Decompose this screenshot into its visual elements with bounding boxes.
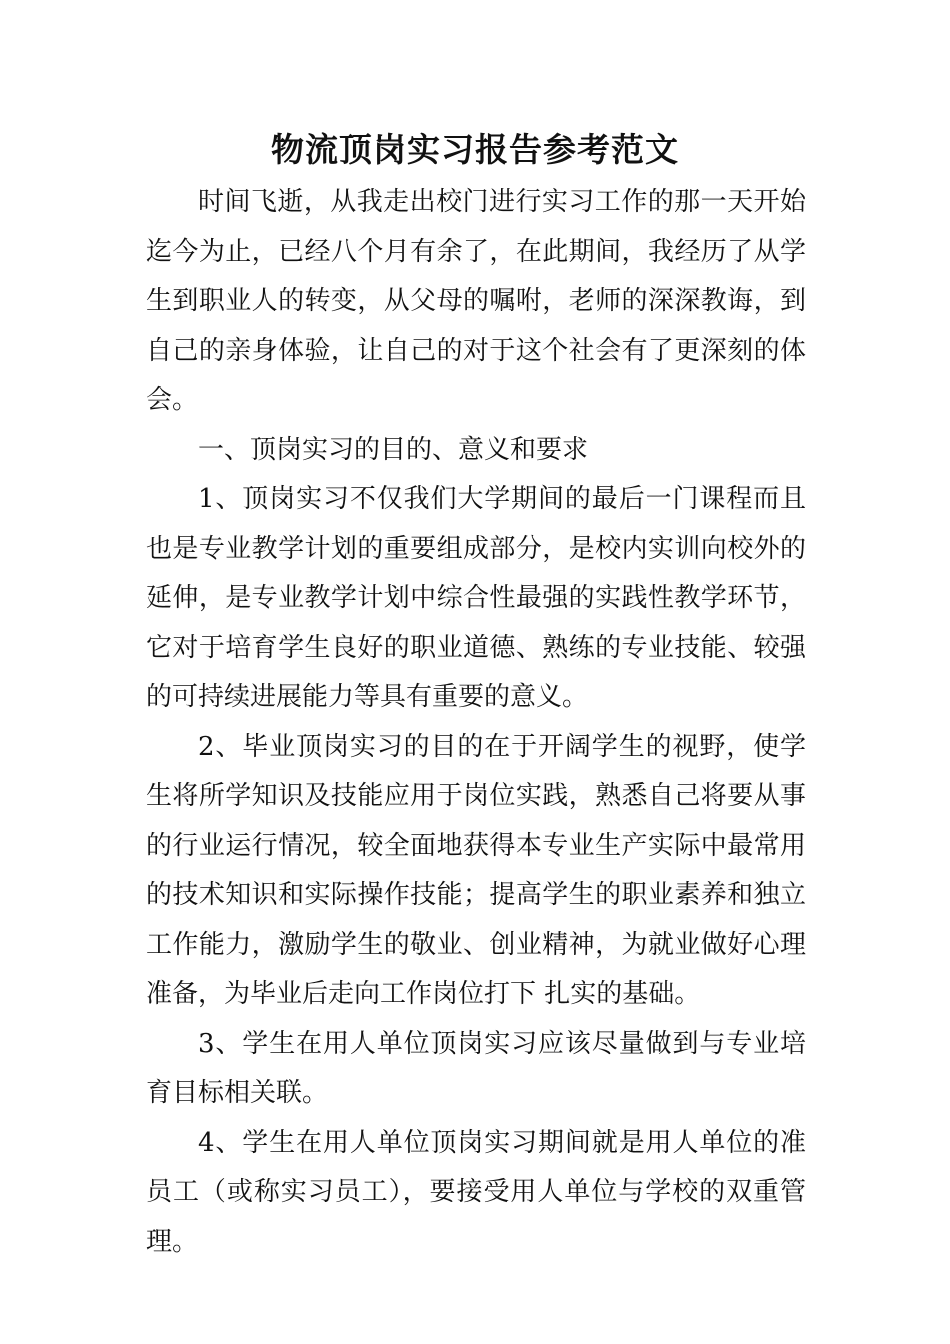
paragraph-item-1: 1、顶岗实习不仅我们大学期间的最后一门课程而且也是专业教学计划的重要组成部分，是校内实训向校外的延伸，是专业教学计划中综合性最强的实践性教学环节，它对于培育学生良好的职业道德、熟练的专业技能、较强的可持续进展能力等具有重要的意义。: [146, 484, 806, 712]
paragraph-section-heading: 一、顶岗实习的目的、意义和要求: [198, 434, 589, 465]
paragraph-item-3: 3、学生在用人单位顶岗实习应该尽量做到与专业培育目标相关联。: [146, 1028, 806, 1108]
document-body: [146, 178, 806, 1267]
paragraph-intro: 时间飞逝，从我走出校门进行实习工作的那一天开始迄今为止，已经八个月有余了，在此期间，我经历了从学生到职业人的转变，从父母的嘱咐，老师的深深教诲，到自己的亲身体验，让自己的对于这个社会有了更深刻的体会。: [146, 187, 806, 415]
paragraph-item-2: 2、毕业顶岗实习的目的在于开阔学生的视野，使学生将所学知识及技能应用于岗位实践，熟悉自己将要从事的行业运行情况，较全面地获得本专业生产实际中最常用的技术知识和实际操作技能；提高学生的职业素养和独立工作能力，激励学生的敬业、创业精神，为就业做好心理准备，为毕业后走向工作岗位打下 扎实的基础。: [146, 731, 806, 1009]
document-title: 物流顶岗实习报告参考范文: [271, 130, 679, 169]
paragraph-item-4: 4、学生在用人单位顶岗实习期间就是用人单位的准员工（或称实习员工），要接受用人单位与学校的双重管理。: [146, 1127, 806, 1257]
